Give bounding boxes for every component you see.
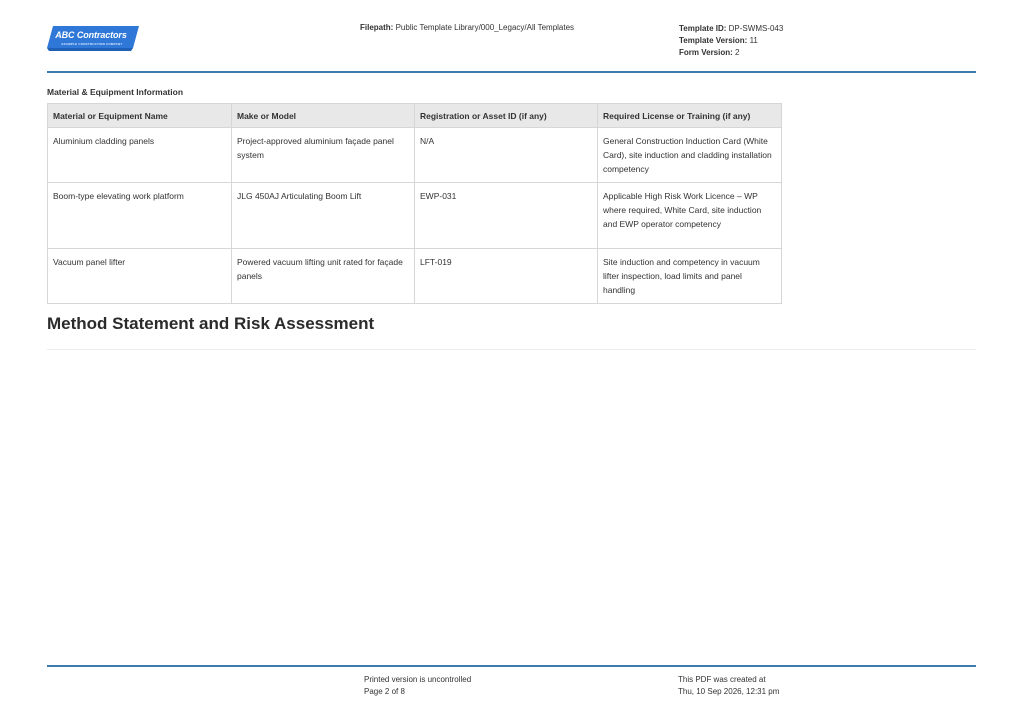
column-header: Registration or Asset ID (if any) — [415, 104, 598, 128]
table-cell: Powered vacuum lifting unit rated for façade panels — [232, 249, 415, 304]
template-version-line — [679, 35, 783, 47]
table-cell: Boom-type elevating work platform — [48, 183, 232, 249]
table-cell: Site induction and competency in vacuum lifter inspection, load limits and panel handling — [598, 249, 782, 304]
created-label: This PDF was created at — [678, 675, 766, 684]
table-cell: Vacuum panel lifter — [48, 249, 232, 304]
template-version-value: 11 — [749, 36, 758, 45]
table-row — [48, 249, 782, 304]
logo-subtext: EXAMPLE CONSTRUCTION COMPANY — [61, 42, 123, 46]
company-logo — [47, 26, 139, 52]
column-header: Make or Model — [232, 104, 415, 128]
table-header-row — [48, 104, 782, 128]
header-filepath — [360, 23, 574, 32]
header-divider — [47, 71, 976, 73]
table-row — [48, 128, 782, 183]
template-id-line — [679, 23, 783, 35]
logo-text: ABC Contractors — [55, 30, 127, 40]
filepath-value: Public Template Library/000_Legacy/All Templates — [395, 23, 575, 32]
table-cell: General Construction Induction Card (White Card), site induction and cladding installation competency — [598, 128, 782, 183]
table-cell: Applicable High Risk Work Licence – WP where required, White Card, site induction and EWP operator competency — [598, 183, 782, 249]
footer-created-info — [678, 674, 779, 698]
page-heading: Method Statement and Risk Assessment — [47, 314, 375, 333]
table-cell: EWP-031 — [415, 183, 598, 249]
header-template-meta — [679, 23, 783, 59]
created-timestamp: Thu, 10 Sep 2026, 12:31 pm — [678, 687, 780, 696]
table-cell: JLG 450AJ Articulating Boom Lift — [232, 183, 415, 249]
form-version-line — [679, 47, 783, 59]
form-version-label: Form Version: — [679, 48, 733, 57]
template-id-value: DP-SWMS-043 — [728, 24, 784, 33]
template-id-label: Template ID: — [679, 24, 727, 33]
footer-divider — [47, 665, 976, 667]
table-row — [48, 183, 782, 249]
table-cell: N/A — [415, 128, 598, 183]
footer-print-info — [364, 674, 471, 698]
section-title: Material & Equipment Information — [47, 87, 184, 97]
column-header: Material or Equipment Name — [48, 104, 232, 128]
table-cell: Aluminium cladding panels — [48, 128, 232, 183]
form-version-value: 2 — [735, 48, 740, 57]
table-cell: LFT-019 — [415, 249, 598, 304]
uncontrolled-notice: Printed version is uncontrolled — [364, 675, 472, 684]
table-cell: Project-approved aluminium façade panel system — [232, 128, 415, 183]
filepath-label: Filepath: — [360, 23, 394, 32]
page-number: Page 2 of 8 — [364, 687, 405, 696]
template-version-label: Template Version: — [679, 36, 748, 45]
heading-divider — [47, 349, 976, 350]
column-header: Required License or Training (if any) — [598, 104, 782, 128]
equipment-table — [47, 103, 782, 304]
